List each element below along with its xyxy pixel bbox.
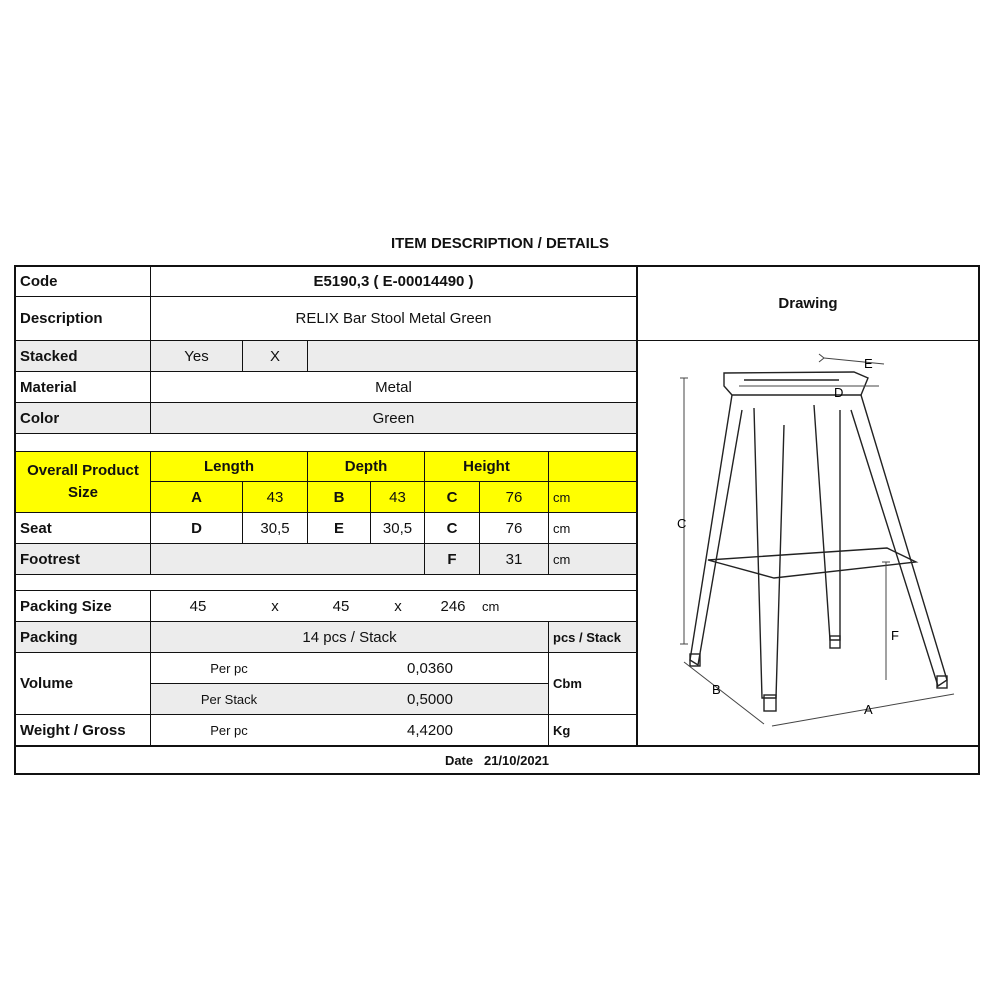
volume-per-pc-value: 0,0360: [407, 659, 453, 677]
stacked-label: Stacked: [20, 347, 78, 365]
drawing-label-b: B: [712, 682, 721, 697]
description-value: RELIX Bar Stool Metal Green: [295, 310, 492, 327]
weight-unit: Kg: [553, 722, 571, 738]
material-label: Material: [20, 378, 77, 396]
date-line: [16, 747, 978, 773]
seat-unit: cm: [553, 520, 571, 536]
height-header: Height: [463, 458, 510, 475]
code-label: Code: [20, 273, 58, 290]
packing-size-x1: x: [271, 597, 279, 615]
volume-per-pc-label: Per pc: [210, 660, 248, 676]
footrest-f-value: 31: [505, 550, 523, 568]
packing-size-width: 45: [332, 597, 350, 615]
document-title: ITEM DESCRIPTION / DETAILS: [390, 235, 610, 252]
stacked-yes: Yes: [184, 347, 209, 365]
overall-a-value: 43: [266, 488, 284, 506]
overall-b-label: B: [333, 488, 345, 506]
seat-e-value: 30,5: [382, 519, 413, 537]
packing-unit: pcs / Stack: [553, 629, 621, 645]
footrest-unit: cm: [553, 551, 571, 567]
overall-c-label: C: [446, 488, 458, 506]
overall-size-label: Overall Product Size: [27, 462, 139, 501]
volume-unit: Cbm: [553, 676, 582, 691]
overall-b-value: 43: [389, 488, 406, 506]
code-value: E5190,3 ( E-00014490 ): [313, 273, 474, 290]
color-label: Color: [20, 409, 60, 427]
volume-label: Volume: [20, 675, 74, 692]
drawing-label-e: E: [864, 356, 873, 371]
drawing-label-c: C: [677, 516, 687, 531]
material-value: Metal: [375, 378, 412, 396]
depth-header: Depth: [344, 458, 388, 475]
date-value: 21/10/2021: [483, 752, 550, 768]
drawing-label-a: A: [864, 702, 873, 717]
footrest-f-label: F: [447, 550, 457, 568]
seat-e-label: E: [333, 519, 344, 537]
weight-label: Weight / Gross: [20, 721, 126, 739]
seat-d-value: 30,5: [260, 519, 290, 537]
stacked-mark: X: [269, 347, 280, 365]
volume-per-stack-label: Per Stack: [200, 691, 258, 707]
packing-size-height: 246: [440, 597, 466, 615]
stool-outline: [690, 372, 947, 711]
packing-value: 14 pcs / Stack: [302, 628, 397, 646]
dimension-lines: [680, 354, 954, 726]
footrest-label: Footrest: [20, 550, 80, 568]
packing-size-unit: cm: [482, 598, 500, 614]
packing-size-label: Packing Size: [20, 597, 112, 615]
seat-c-value: 76: [505, 519, 523, 537]
date-label: Date: [444, 752, 474, 768]
stool-drawing: [654, 350, 976, 740]
volume-per-stack-value: 0,5000: [407, 690, 453, 708]
packing-size-length: 45: [189, 597, 207, 615]
seat-d-label: D: [191, 519, 202, 537]
description-label: Description: [20, 310, 103, 327]
color-value: Green: [372, 409, 415, 427]
overall-c-value: 76: [505, 488, 523, 506]
packing-size-x2: x: [394, 597, 402, 615]
length-header: Length: [204, 458, 254, 475]
seat-label: Seat: [20, 519, 52, 537]
weight-per-pc-value: 4,4200: [407, 721, 453, 739]
drawing-label: Drawing: [778, 295, 838, 312]
seat-c-label: C: [446, 519, 458, 537]
overall-unit: cm: [553, 489, 571, 505]
weight-per-pc-label: Per pc: [210, 722, 248, 738]
packing-label: Packing: [20, 628, 78, 646]
overall-a-label: A: [191, 488, 202, 506]
drawing-label-f: F: [891, 628, 899, 643]
drawing-label-d: D: [834, 385, 844, 400]
